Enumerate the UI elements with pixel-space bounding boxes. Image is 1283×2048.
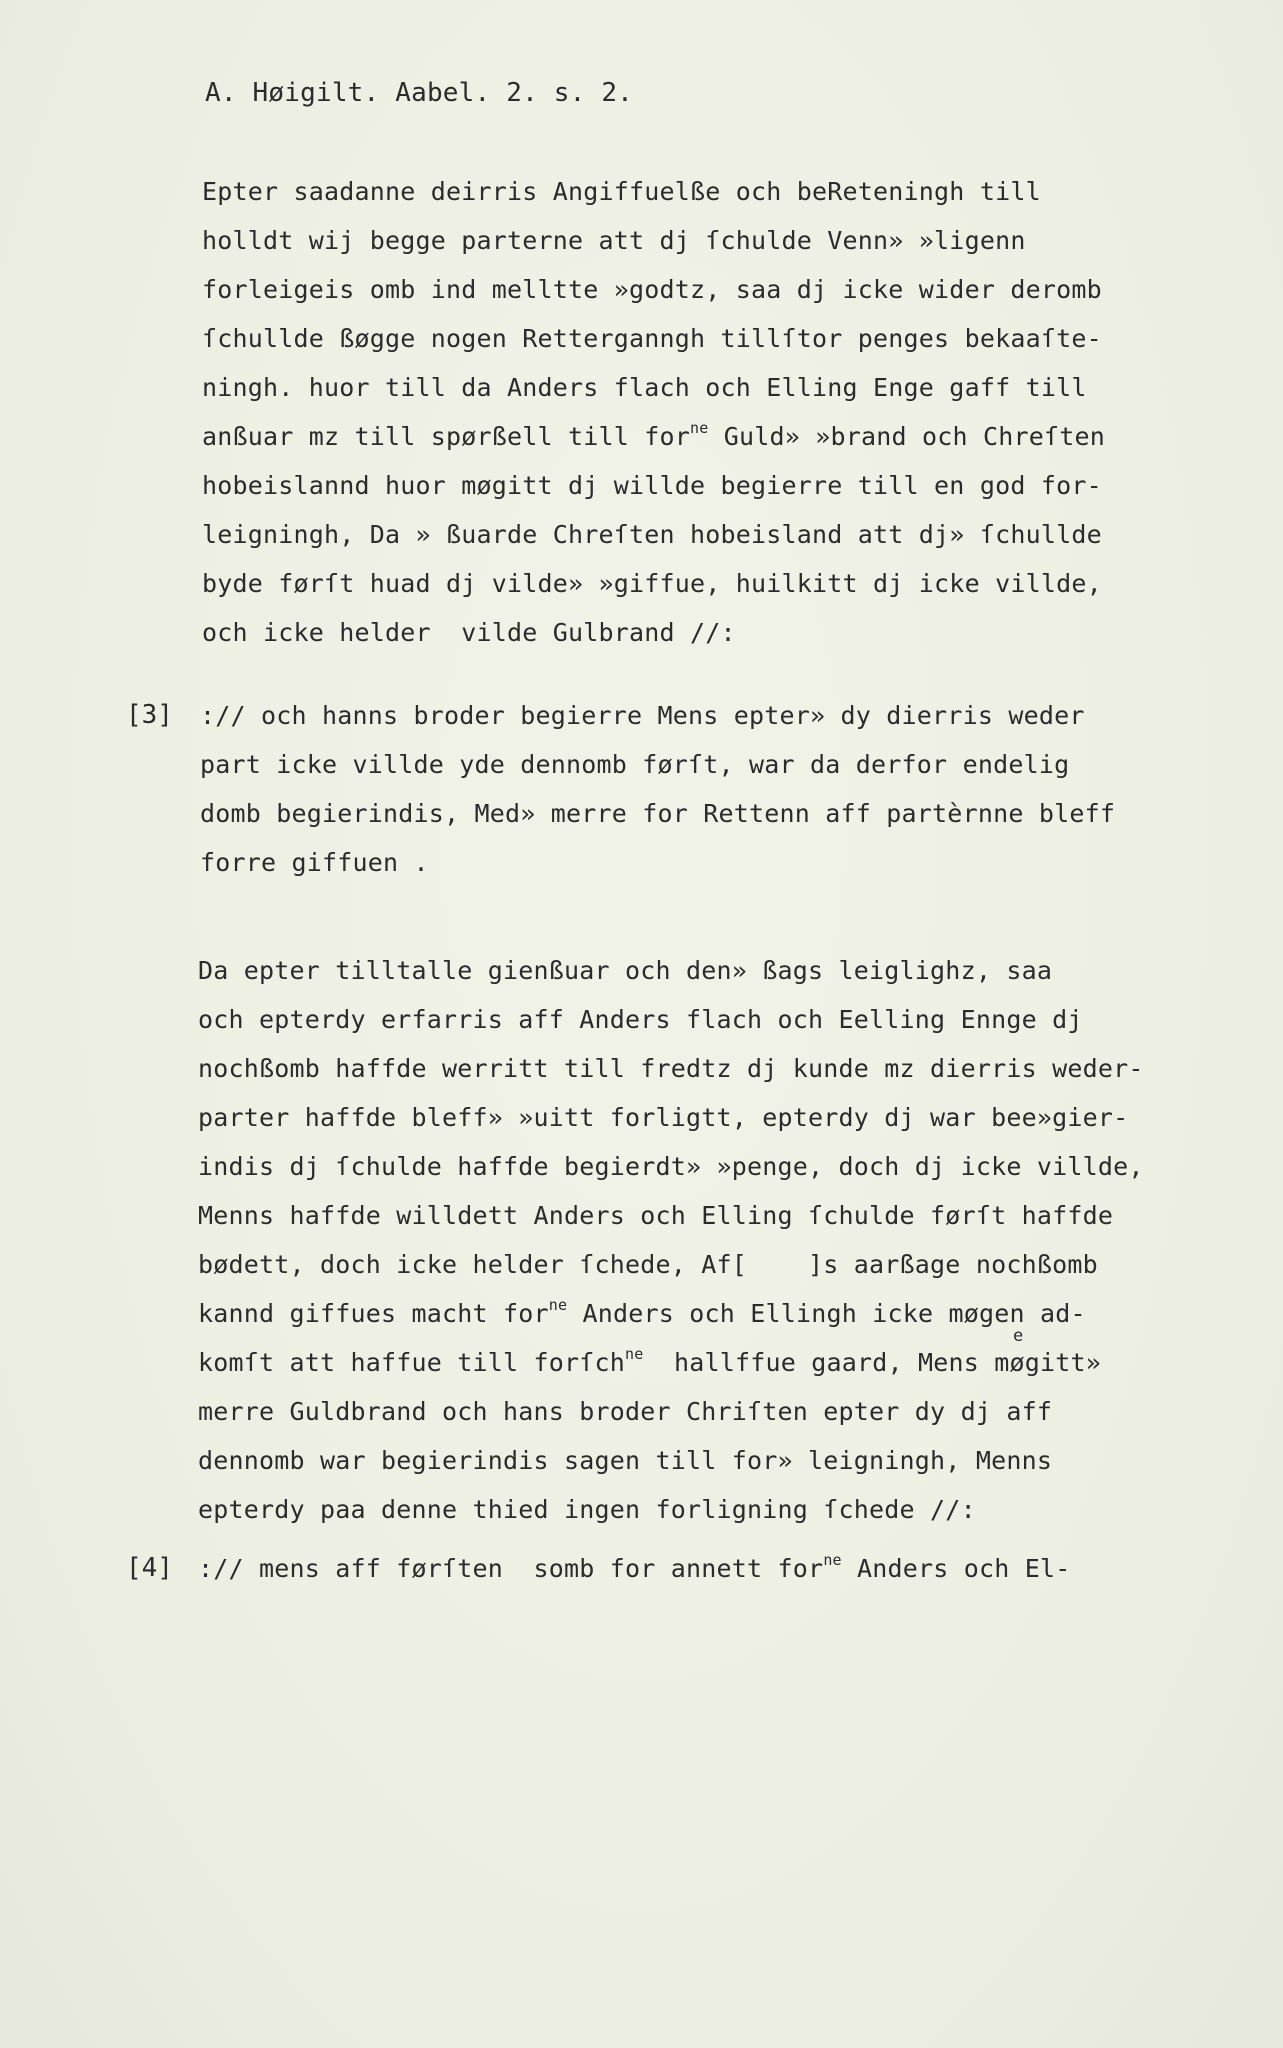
text-segment: Anders och El- [841, 1554, 1071, 1583]
text-line [198, 1296, 1086, 1329]
text-line: Epter saadanne deirris Angiffuelße och beReteningh till [202, 177, 1041, 206]
text-line: Menns haffde willdett Anders och Elling ſchulde førſt haffde [198, 1201, 1114, 1230]
interlinear-insertion: e [1013, 1326, 1024, 1346]
text-line: forleigeis omb ind melltte »godtz, saa dj icke wider deromb [202, 275, 1102, 304]
text-line [198, 1345, 1102, 1378]
text-line: byde førſt huad dj vilde» »giffue, huilkitt dj icke villde, [202, 569, 1102, 598]
text-line: epterdy paa denne thied ingen forligning ſchede //: [198, 1495, 976, 1524]
superscript: ne [823, 1551, 842, 1569]
superscript: ne [690, 419, 709, 437]
text-line: part icke villde yde dennomb førſt, war da derfor endelig [200, 750, 1070, 779]
superscript: ne [625, 1345, 644, 1363]
text-line [198, 1551, 1071, 1584]
text-segment: hallffue gaard, Mens møgitt» [643, 1348, 1102, 1377]
text-line: holldt wij begge parterne att dj ſchulde Venn» »ligenn [202, 226, 1026, 255]
text-line: Da epter tilltalle gienßuar och den» ßags leiglighz, saa [198, 956, 1053, 985]
text-line: indis dj ſchulde haffde begierdt» »penge, doch dj icke villde, [198, 1152, 1144, 1181]
text-line: ſchullde ßøgge nogen Retterganngh tillſtor penges bekaaſte- [202, 324, 1102, 353]
page-marker-4: [4] [126, 1553, 173, 1583]
text-segment: Anders och Ellingh icke møgen ad- [567, 1299, 1086, 1328]
superscript: ne [548, 1296, 568, 1314]
text-line: hobeislannd huor møgitt dj willde begierre till en god for- [202, 471, 1102, 500]
text-segment: Guld» »brand och Chreſten [708, 422, 1106, 451]
text-segment: komſt att haffue till forſch [198, 1348, 626, 1377]
text-segment: kannd giffues macht for [198, 1299, 549, 1328]
text-segment: :// mens aff førſten somb for annett for [198, 1554, 824, 1583]
page-heading: A. Høigilt. Aabel. 2. s. 2. [205, 78, 634, 108]
page-marker-3: [3] [126, 700, 173, 730]
text-line: bødett, doch icke helder ſchede, Af[ ]s aarßage nochßomb [198, 1250, 1098, 1279]
text-line: parter haffde bleff» »uitt forligtt, epterdy dj war bee»gier- [198, 1103, 1129, 1132]
text-line: :// och hanns broder begierre Mens epter» dy dierris weder [200, 701, 1085, 730]
text-line: forre giffuen . [200, 848, 429, 877]
text-line: nochßomb haffde werritt till fredtz dj kunde mz dierris weder- [198, 1054, 1144, 1083]
text-line: och epterdy erfarris aff Anders flach och Eelling Ennge dj [198, 1005, 1083, 1034]
text-segment: anßuar mz till spørßell till for [202, 422, 691, 451]
text-line [202, 419, 1106, 452]
text-line: och icke helder vilde Gulbrand //: [202, 618, 736, 647]
text-line: dennomb war begierindis sagen till for» leigningh, Menns [198, 1446, 1053, 1475]
text-line: leigningh, Da » ßuarde Chreſten hobeisland att dj» ſchullde [202, 520, 1102, 549]
text-line: domb begierindis, Med» merre for Rettenn aff partèrnne bleff [200, 799, 1116, 828]
text-line: merre Guldbrand och hans broder Chriſten epter dy dj aff [198, 1397, 1053, 1426]
text-line: ningh. huor till da Anders flach och Elling Enge gaff till [202, 373, 1087, 402]
